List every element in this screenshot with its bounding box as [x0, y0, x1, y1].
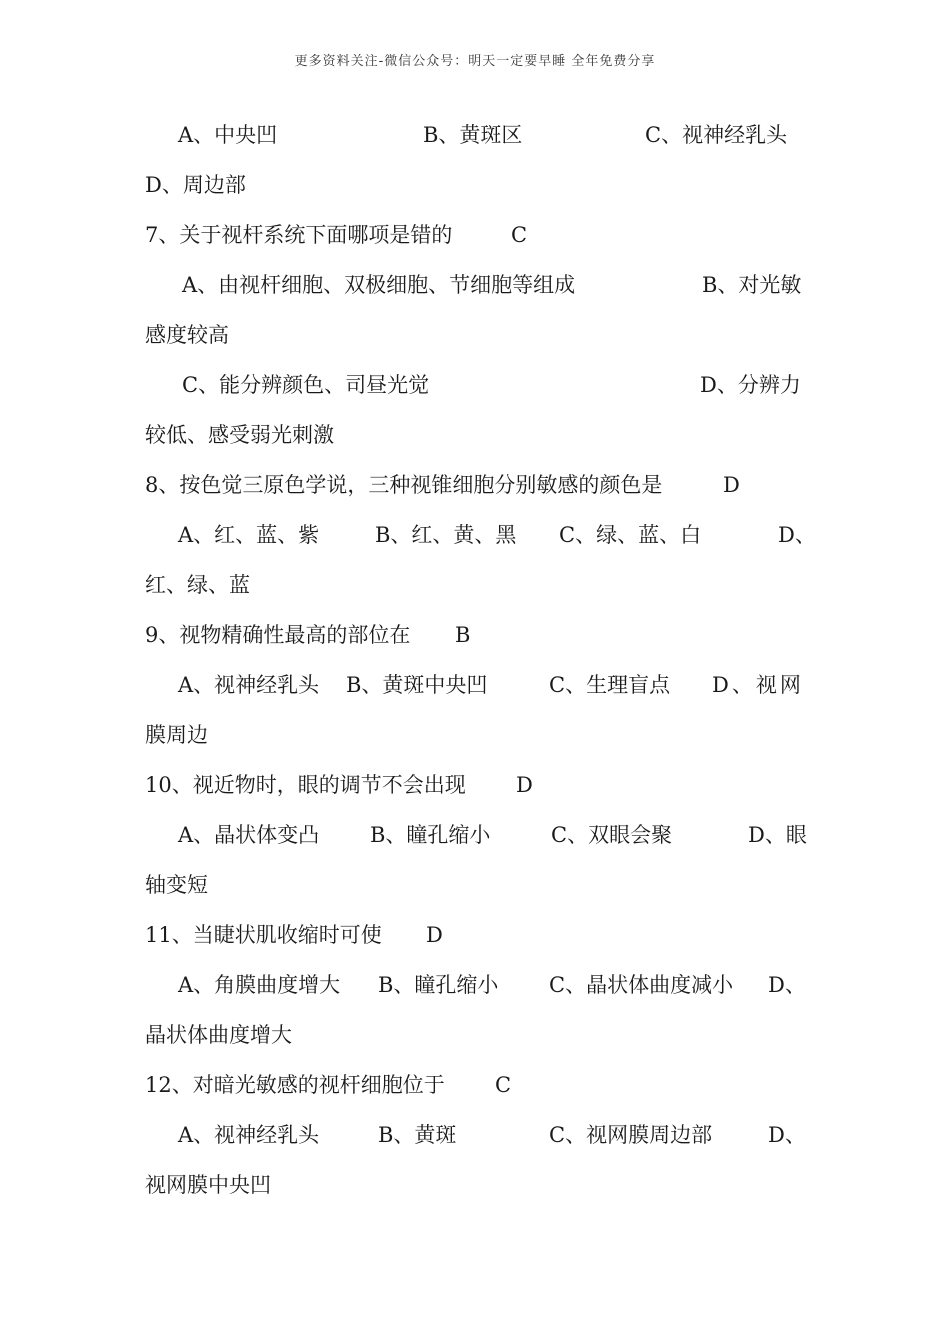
q9-option-d-cont: 膜周边	[145, 723, 208, 747]
q8-question: 8、按色觉三原色学说，三种视锥细胞分别敏感的颜色是	[145, 473, 663, 497]
q11-option-b: B、瞳孔缩小	[378, 973, 499, 997]
q6-option-d: D、周边部	[145, 173, 246, 197]
q9-answer: B	[455, 623, 471, 647]
q12-question: 12、对暗光敏感的视杆细胞位于	[145, 1073, 445, 1097]
q8-option-b: B、红、黄、黑	[375, 523, 517, 547]
q10-option-d: D、眼	[748, 823, 807, 847]
q6-option-c: C、视神经乳头	[645, 123, 788, 147]
q8-option-c: C、绿、蓝、白	[559, 523, 702, 547]
q11-option-d: D、	[768, 973, 806, 997]
q8-option-a: A、红、蓝、紫	[178, 523, 320, 547]
q10-answer: D	[516, 773, 533, 797]
q10-option-d-cont: 轴变短	[145, 873, 208, 897]
q12-option-d-cont: 视网膜中央凹	[145, 1173, 271, 1197]
q12-option-b: B、黄斑	[378, 1123, 457, 1147]
q9-question: 9、视物精确性最高的部位在	[145, 623, 411, 647]
q11-option-d-cont: 晶状体曲度增大	[145, 1023, 292, 1047]
q7-option-c: C、能分辨颜色、司昼光觉	[182, 373, 430, 397]
q10-question: 10、视近物时，眼的调节不会出现	[145, 773, 466, 797]
q7-question	[145, 222, 452, 248]
q11-question: 11、当睫状肌收缩时可使	[145, 923, 382, 947]
q6-option-b: B、黄斑区	[423, 123, 523, 147]
q7-option-d: D、分辨力	[700, 373, 801, 397]
q10-option-b: B、瞳孔缩小	[370, 823, 491, 847]
q9-option-d: D、视网	[712, 673, 804, 697]
q10-option-c: C、双眼会聚	[551, 823, 673, 847]
q8-answer: D	[723, 473, 740, 497]
q9-option-b: B、黄斑中央凹	[346, 673, 488, 697]
q7-option-d-cont: 较低、感受弱光刺激	[145, 423, 334, 447]
q11-option-c: C、晶状体曲度减小	[549, 973, 734, 997]
q11-answer: D	[426, 923, 443, 947]
q6-option-a: A、中央凹	[178, 123, 278, 147]
q9-option-a: A、视神经乳头	[178, 673, 320, 697]
q12-answer: C	[495, 1073, 512, 1097]
q11-option-a: A、角膜曲度增大	[178, 973, 341, 997]
q7-option-a: A、由视杆细胞、双极细胞、节细胞等组成	[182, 273, 576, 297]
q8-option-d: D、	[778, 523, 816, 547]
q7-option-b: B、对光敏	[702, 273, 802, 297]
q12-option-c: C、视网膜周边部	[549, 1123, 713, 1147]
page-header: 更多资料关注-微信公众号：明天一定要早睡 全年免费分享	[294, 54, 656, 69]
q12-option-d: D、	[768, 1123, 806, 1147]
q7-answer: C	[511, 223, 528, 247]
question-text: 7、关于视杆系统下面哪项是错的	[145, 223, 453, 247]
q7-option-b-cont: 感度较高	[145, 323, 229, 347]
q12-option-a: A、视神经乳头	[178, 1123, 320, 1147]
q10-option-a: A、晶状体变凸	[178, 823, 320, 847]
q9-option-c: C、生理盲点	[549, 673, 671, 697]
q8-option-d-cont: 红、绿、蓝	[145, 573, 250, 597]
